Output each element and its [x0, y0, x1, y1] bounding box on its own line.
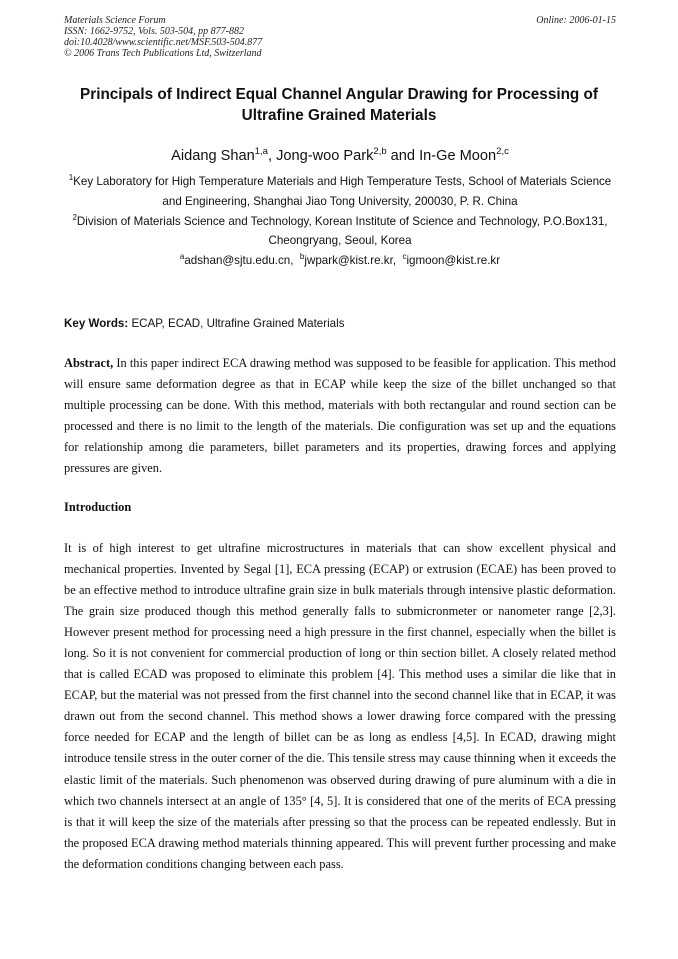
keywords-label: Key Words: — [64, 317, 129, 330]
author-superscript: 1,a — [254, 146, 268, 157]
keywords — [64, 315, 616, 333]
copyright-line: © 2006 Trans Tech Publications Ltd, Switzerland — [64, 48, 262, 59]
online-date: Online: 2006-01-15 — [536, 15, 616, 26]
affiliation-2: $^2$Division of Materials Science and Technology, Korean Institute of Science and Technology, P.O.Box131, Cheongryang, Seoul, Korea — [72, 212, 608, 248]
author-name: In-Ge Moon — [419, 148, 497, 164]
section-heading-introduction: Introduction — [64, 500, 132, 514]
email-line: $^a$adshan@sjtu.edu.cn, $^b$jwpark@kist.re.kr, $^c$igmoon@kist.re.kr — [179, 252, 501, 268]
introduction-body: It is of high interest to get ultrafine microstructures in materials that can show excellent physical and mechanical properties. Invented by Segal [1], ECA pressing (ECAP) or extrusion (ECAE) has been proved to be an effective method to introduce ultrafine grain size in bulk materials through intensive plastic deformation. The grain size produced though this method generally falls to submicronmeter or nanometer range [2,3]. However present method for processing need a high pressure in the first channel, especially when the billet is long. So it is not convenient for commercial production of long or thin section billet. A closely related method that is called ECAD was proposed to eliminate this problem [4]. This method uses a similar die like that in ECAP, but the material was not pressed from the first channel into the second channel like that in ECAP, it was drawn out from the second channel. This method shows a lower drawing force compared with the pressing force needed for ECAP and the length of billet can be as long as endless [4,5]. In ECAD, drawing might introduce tensile stress in the outer corner of the die. This tensile stress may cause thinning when it exceeds the elastic limit of the materials. Such phenomenon was observed during drawing of pure aluminum with a die in which two channels intersect at an angle of 135° [4, 5]. It is considered that one of the merits of ECA pressing is that it will keep the size of the materials after pressing so that the process can be repeated endlessly. But in the proposed ECA drawing method materials thinning appeared. This will prevent further processing and make the deformation conditions changing between each pass. — [64, 541, 616, 871]
doi-line: doi:10.4028/www.scientific.net/MSF.503-504.877 — [64, 37, 263, 48]
email-link: jwpark@kist.re.kr — [304, 254, 393, 268]
author-name: Jong-woo Park — [276, 148, 374, 164]
abstract-text: In this paper indirect ECA drawing method was supposed to be feasible for application. This method will ensure same deformation degree as that in ECAP while keep the size of the billet unchanged so that multiple processing can be done. With this method, materials with both rectangular and round section can be processed and there is no limit to the length of the materials. Die configuration was set up and the equations for relationship among die parameters, billet parameters and its properties, drawing forces and applying pressures are given. — [64, 356, 616, 476]
affiliation-1: $^1$Key Laboratory for High Temperature Materials and High Temperature Tests, School of Materials Science and Engineering, Shanghai Jiao Tong University, 200030, P. R. China — [68, 173, 612, 208]
journal-name: Materials Science Forum — [64, 15, 166, 26]
author-superscript: 2,c — [496, 146, 509, 157]
author-line: Aidang Shan$^{1,a}$, Jong-woo Park$^{2,b}$ and In-Ge Moon$^{2,c}$ — [171, 146, 509, 164]
email-link: igmoon@kist.re.kr — [406, 254, 501, 268]
author-name: Aidang Shan — [171, 148, 255, 164]
affiliations — [64, 172, 616, 271]
abstract-label: Abstract, — [64, 356, 114, 370]
running-header — [64, 15, 616, 59]
abstract — [64, 353, 616, 480]
paper-title: Principals of Indirect Equal Channel Angular Drawing for Processing of Ultrafine Grained Materials — [80, 86, 598, 124]
keywords-text: ECAP, ECAD, Ultrafine Grained Materials — [128, 317, 345, 330]
author-superscript: 2,b — [373, 146, 387, 157]
email-link: adshan@sjtu.edu.cn — [184, 254, 291, 268]
issn-line: ISSN: 1662-9752, Vols. 503-504, pp 877-882 — [64, 26, 244, 37]
